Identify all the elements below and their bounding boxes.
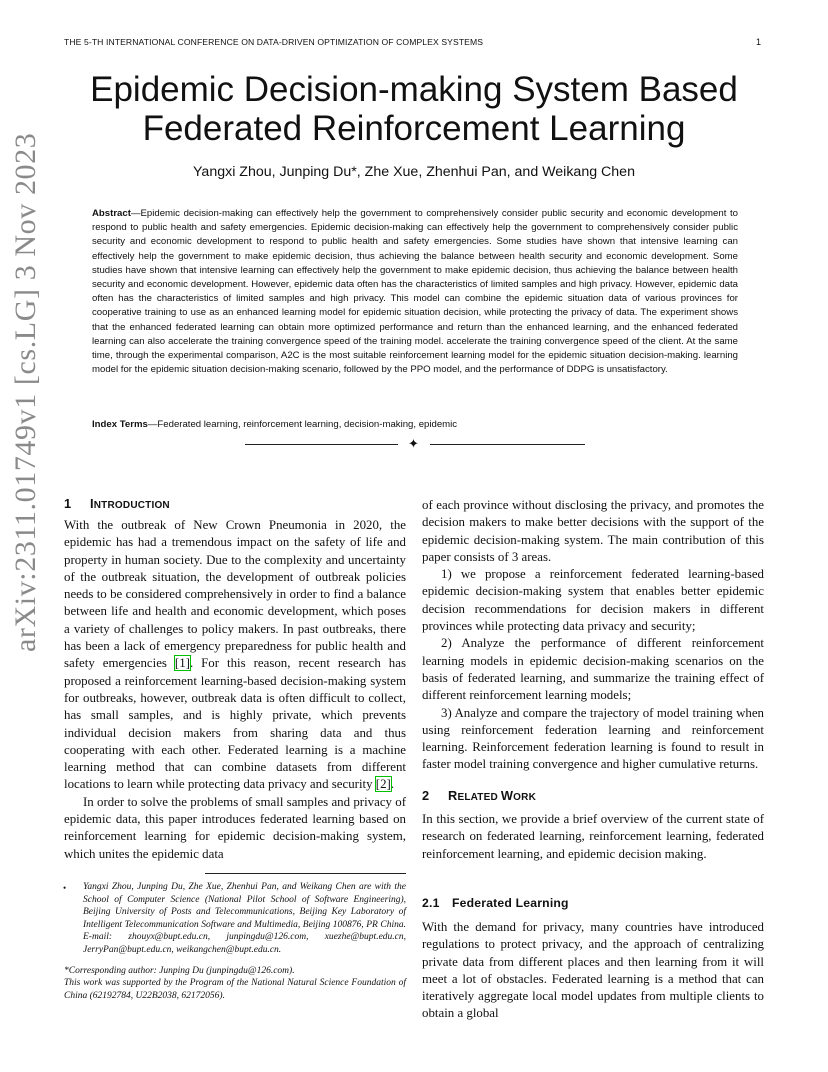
section-number: 2 xyxy=(422,788,430,803)
subsection-title: Federated Learning xyxy=(452,896,569,910)
footnote-bullet-icon: • xyxy=(63,883,67,893)
abstract-text: —Epidemic decision-making can effectively help the government to comprehensively consider public security and economic development to respond to public health and safety emergencies. Epidemic decision-making can effectively help the government to comprehensively consider public security and economic development to respond to public health and safety emergencies. Some studies have shown that intensive learning can effectively help the government to make epidemic decision, thus achieving the balance between health security and economic development. Some studies have shown that intensive learning can effectively help the government to make epidemic decision, thus achieving the balance between health security and economic development. However, epidemic data often has the characteristics of limited samples and high privacy. However, epidemic data often has the characteristics of limited samples and high privacy. This model can combine the epidemic situation data of various provinces for cooperative training to use as an enhanced learning model for epidemic situation decision, while protecting the privacy of data. The experiment shows that the enhanced federated learning can obtain more optimized performance and return than the enhanced learning, and the enhanced federated learning can also accelerate the training convergence speed of the training model. accelerate the training convergence speed of the client. At the same time, through the experimental comparison, A2C is the most suitable reinforcement learning model for the epidemic situation decision-making. learning model for the epidemic situation decision-making scenario, followed by the PPO model, and the performance of DDPG is unsatisfactory. xyxy=(92,208,738,376)
arxiv-identifier-stamp: arXiv:2311.01749v1 [cs.LG] 3 Nov 2023 xyxy=(9,132,42,652)
footnote-corresponding: *Corresponding author: Junping Du (junpingdu@126.com). xyxy=(64,965,295,976)
intro-text-a: With the outbreak of New Crown Pneumonia in 2020, the epidemic has had a tremendous impact on the safety of life and property in human society. Due to the complexity and uncertainty of the outbreak situation, the development of outbreak policies needs to be considered comprehensively in order to find a balance between life and health and economic development, which poses a variety of challenges to policy makers. In past outbreaks, there has been a lack of emergency preparedness for public health and safety emergencies xyxy=(64,518,406,671)
index-terms-text: —Federated learning, reinforcement learning, decision-making, epidemic xyxy=(147,419,458,430)
subsection-heading-federated-learning xyxy=(422,896,569,910)
footnote xyxy=(64,881,406,1002)
federated-learning-paragraph: With the demand for privacy, many countries have introduced regulations to protect privacy, and the approach of centralizing private data from different places and then learning from it will meet a lot of obstacles. Federated learning is a method that can iteratively aggregate local model updates from multiple clients to obtain a global xyxy=(422,920,764,1021)
contribution-2: 2) Analyze the performance of different reinforcement learning models in epidemic decision-making scenarios on the basis of federated learning, and summarize the training effect of different reinforcement learning models; xyxy=(422,636,764,703)
left-column xyxy=(64,517,406,863)
footnote-affiliation: Yangxi Zhou, Junping Du, Zhe Xue, Zhenhui Pan, and Weikang Chen are with the School of Computer Science (National Pilot School of Software Engineering), Beijing University of Posts and Telecommunications, Beijing Key Laboratory of Intelligent Telecommunication Software and Multimedia, Beijing 100876, PR China. E-mail: zhouyx@bupt.edu.cn, junpingdu@126.com, xuezhe@bupt.edu.cn, JerryPan@bupt.edu.cn, weikangchen@bupt.edu.cn. xyxy=(83,882,406,955)
paper-title: Epidemic Decision-making System Based Federated Reinforcement Learning xyxy=(90,70,738,148)
section-title-initial: R xyxy=(448,788,458,803)
contribution-3: 3) Analyze and compare the trajectory of model training when using reinforcement federation learning and reinforcement learning. Reinforcement federation learning is found to result in faster model training convergence and higher cumulative returns. xyxy=(422,705,764,772)
section-heading-introduction xyxy=(64,496,170,511)
intro-paragraph-3: of each province without disclosing the privacy, and promotes the decision makers to make better decisions with the support of the epidemic decision-making system. The main contribution of this paper consists of 3 areas. xyxy=(422,498,764,564)
citation-link-2[interactable]: [2] xyxy=(375,777,391,792)
section-title-initial-2: W xyxy=(500,788,514,803)
divider-line-left xyxy=(245,444,398,445)
contribution-1: 1) we propose a reinforcement federated learning-based epidemic decision-making system that enables better epidemic decision recommendations for decision makers in different provinces while protecting data privacy and security; xyxy=(422,567,764,634)
index-terms xyxy=(92,418,738,432)
subsection-number: 2.1 xyxy=(422,896,440,910)
section-title-initial: I xyxy=(90,496,94,511)
abstract xyxy=(92,207,738,377)
index-terms-label: Index Terms xyxy=(92,419,148,430)
author-list: Yangxi Zhou, Junping Du*, Zhe Xue, Zhenhui Pan, and Weikang Chen xyxy=(193,164,635,180)
section-heading-related-work xyxy=(422,788,536,803)
citation-link-1[interactable]: [1] xyxy=(174,656,190,671)
section-divider xyxy=(245,436,585,452)
abstract-label: Abstract xyxy=(92,208,131,219)
section-title-rest: NTRODUCTION xyxy=(93,500,170,511)
right-column xyxy=(422,497,764,774)
intro-paragraph-2: In order to solve the problems of small samples and privacy of epidemic data, this paper introduces federated learning based on reinforcement learning for epidemic decision-making system, which unites the epidemic data xyxy=(64,794,406,861)
divider-diamond-icon: ✦ xyxy=(408,436,419,451)
running-header: THE 5-TH INTERNATIONAL CONFERENCE ON DATA-DRIVEN OPTIMIZATION OF COMPLEX SYSTEMS xyxy=(64,37,484,47)
section-title-rest: ELATED xyxy=(457,792,501,803)
footnote-rule xyxy=(205,873,406,874)
intro-paragraph-1 xyxy=(64,517,406,794)
intro-text-b: . For this reason, recent research has proposed a reinforcement learning-based decision-making system for outbreaks, however, outbreak data is often difficult to collect, has small samples, and is highly private, which prevents individual decision makers from sharing data and thus cooperating with each other. Federated learning is a machine learning method that can combine datasets from different locations to learn while protecting data privacy and security xyxy=(64,656,406,792)
section-number: 1 xyxy=(64,496,72,511)
section-title-rest-2: ORK xyxy=(513,792,536,803)
footnote-funding: This work was supported by the Program of the National Natural Science Foundation of China (62192784, U22B2038, 62172056). xyxy=(64,978,406,1001)
divider-line-right xyxy=(430,444,585,445)
related-work-paragraph: In this section, we provide a brief overview of the current state of research on federated learning, reinforcement learning, federated reinforcement learning, and epidemic decision making. xyxy=(422,812,764,861)
intro-text-c: . xyxy=(390,777,395,792)
page-number: 1 xyxy=(756,37,762,47)
